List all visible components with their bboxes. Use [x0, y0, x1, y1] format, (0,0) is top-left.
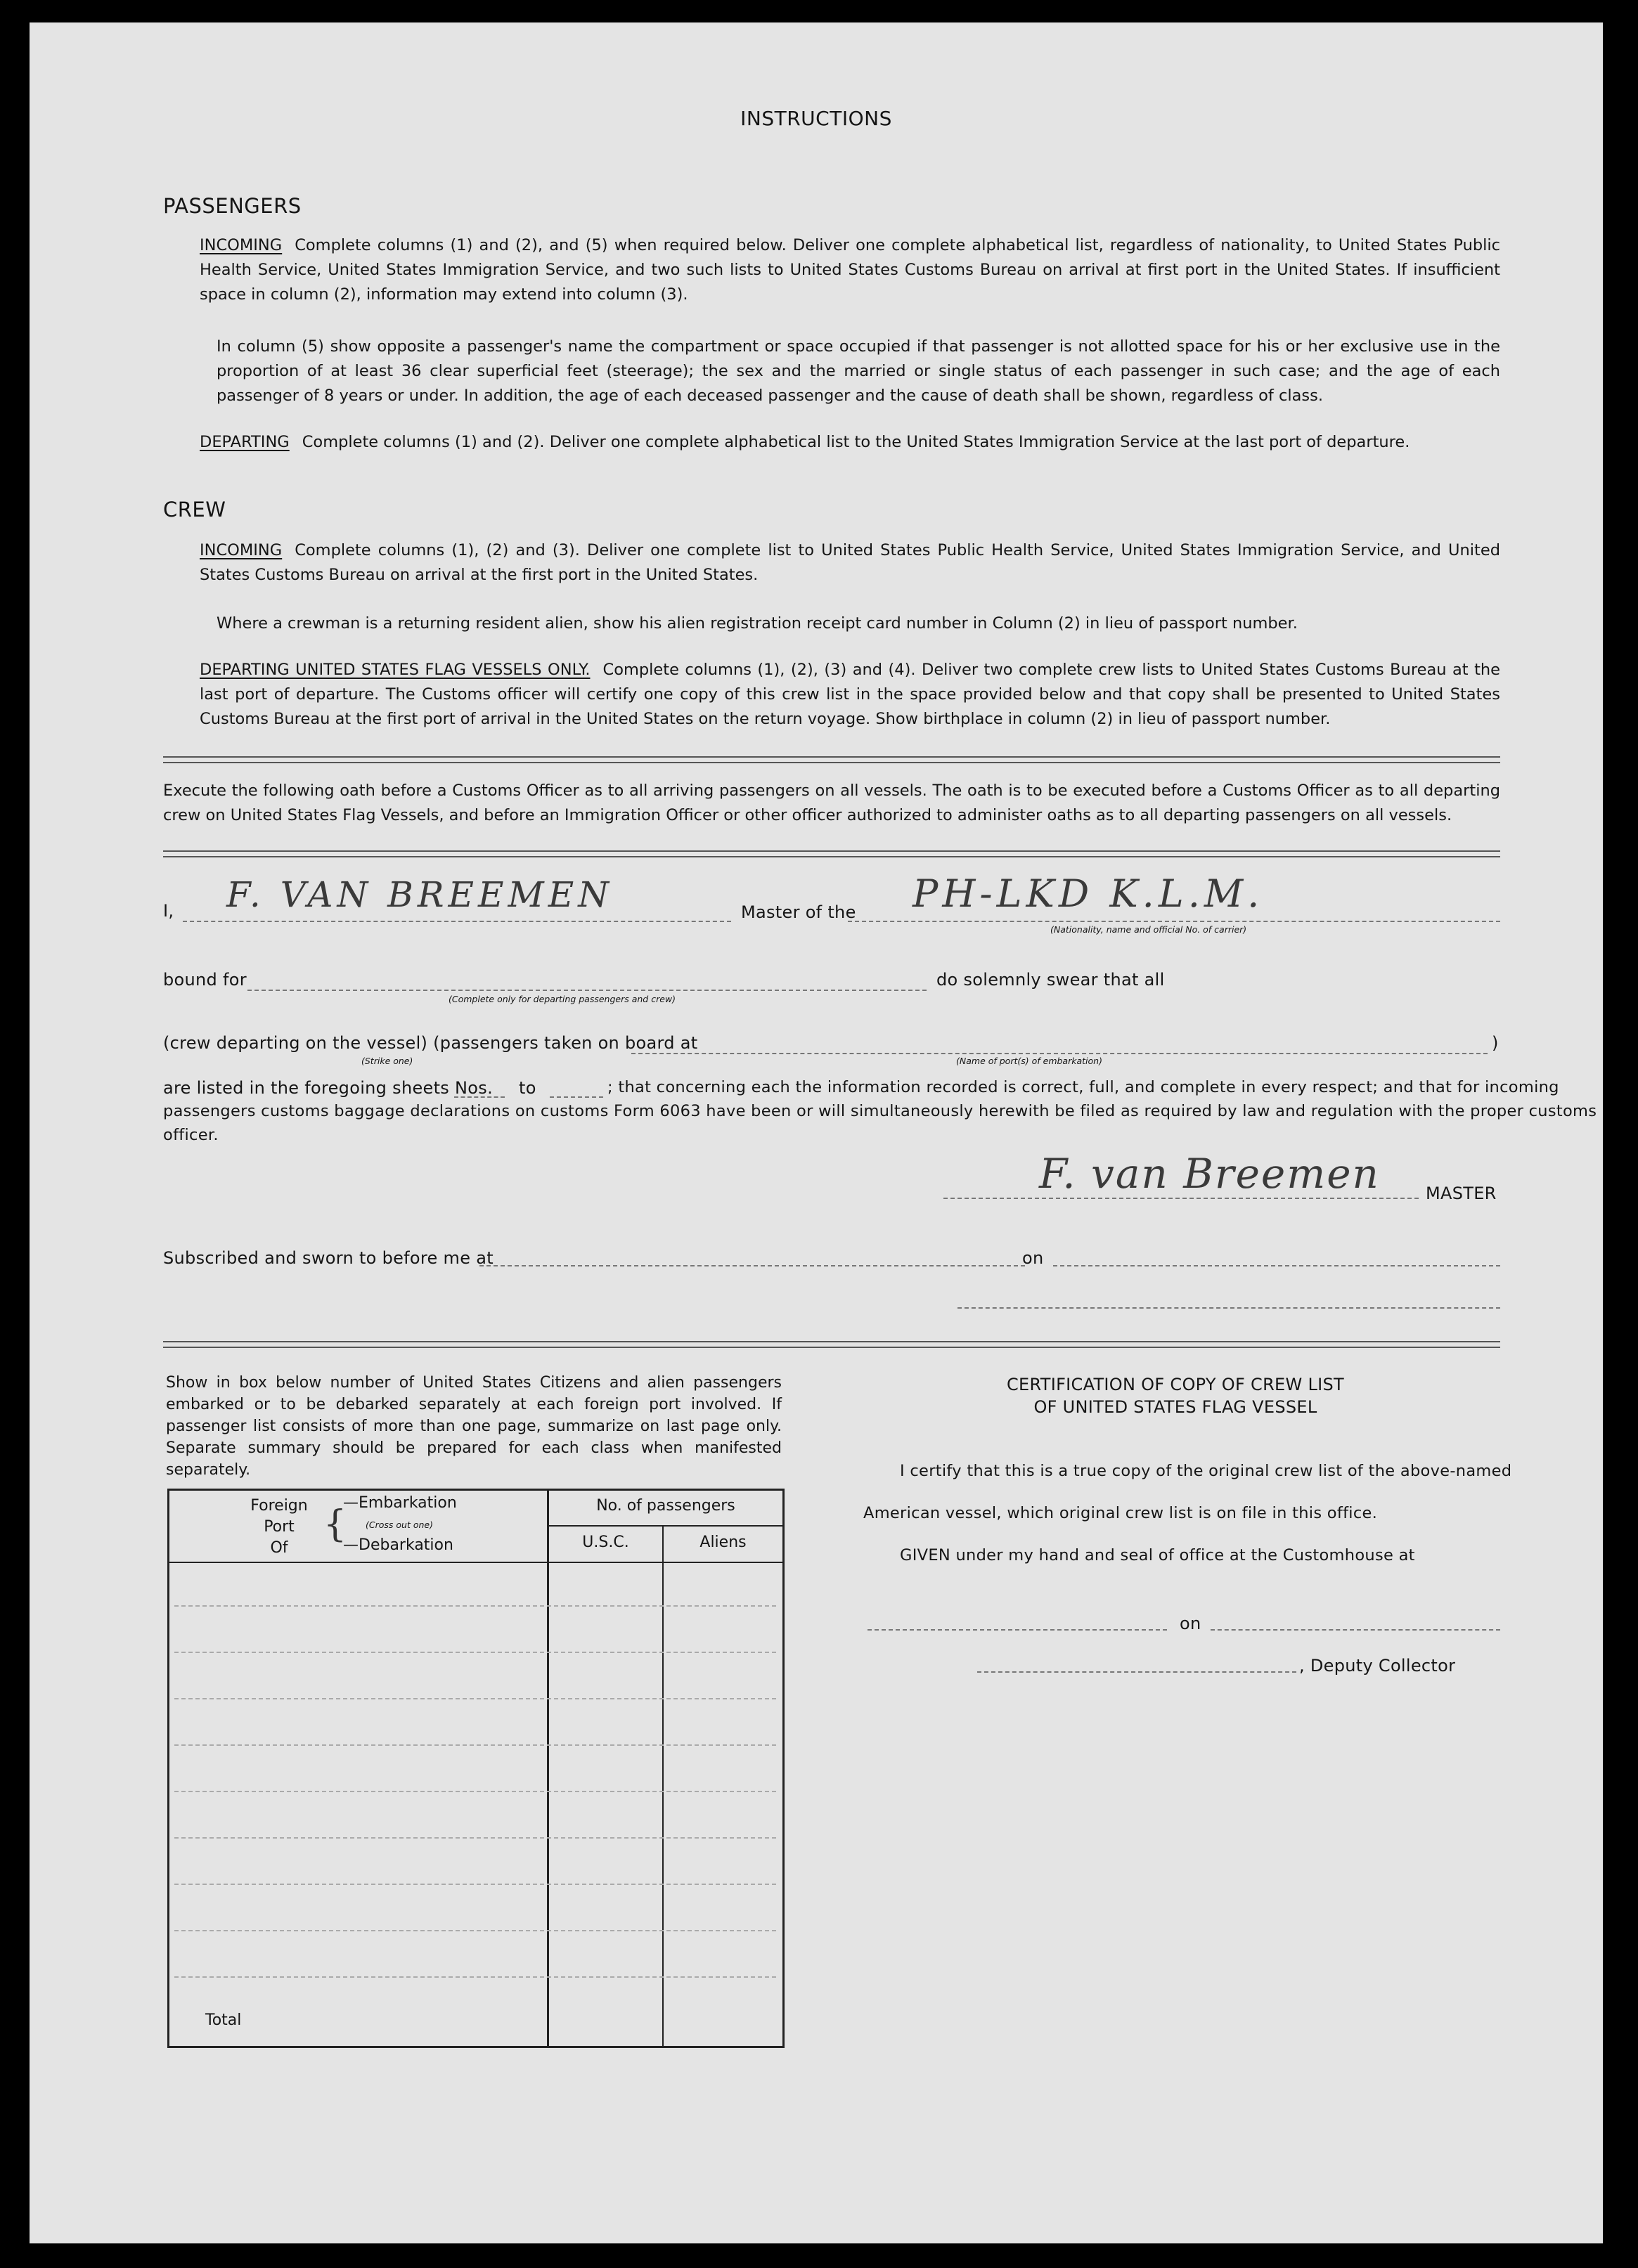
deputy-collector-field[interactable]	[977, 1671, 1296, 1673]
close-paren: )	[1492, 1033, 1499, 1053]
no-of-passengers-label: No. of passengers	[596, 1497, 735, 1515]
port-label: Port	[264, 1518, 295, 1536]
divider-rule	[163, 850, 1500, 852]
table-row[interactable]	[174, 1652, 776, 1653]
cross-out-note: (Cross out one)	[366, 1519, 433, 1530]
brace-glyph: {	[323, 1503, 347, 1546]
passengers-incoming-text: Complete columns (1) and (2), and (5) when required below. Deliver one complete alphabetical list, regardless of nationality, to United States Public Health Service, United States Immigration Service, and two such lists to United States Customs Bureau on arrival at first port in the United States. If insufficient space in column (2), information may extend into column (3).	[200, 236, 1500, 304]
column-divider	[547, 1489, 549, 2046]
certification-on-label: on	[1180, 1614, 1201, 1633]
divider-rule	[163, 756, 1500, 758]
carrier-note: (Nationality, name and official No. of carrier)	[1050, 924, 1247, 935]
table-row[interactable]	[174, 1698, 776, 1699]
certification-line1: I certify that this is a true copy of the original crew list of the above-named	[900, 1462, 1512, 1480]
embarkation-label: —Embarkation	[343, 1494, 457, 1512]
certification-line3: GIVEN under my hand and seal of office at the Customhouse at	[900, 1546, 1415, 1564]
table-row[interactable]	[174, 1930, 776, 1931]
passengers-incoming-paragraph	[200, 233, 1500, 307]
table-row[interactable]	[174, 1791, 776, 1792]
header-divider	[167, 1562, 782, 1563]
master-signature: F. van Breemen	[1039, 1150, 1380, 1198]
table-row[interactable]	[174, 1976, 776, 1978]
certification-heading-line2: OF UNITED STATES FLAG VESSEL	[1033, 1397, 1317, 1417]
debarkation-label: —Debarkation	[343, 1536, 453, 1554]
customhouse-field[interactable]	[868, 1629, 1167, 1631]
passenger-summary-box	[167, 1489, 785, 2048]
divider-rule	[163, 856, 1500, 857]
table-row[interactable]	[174, 1837, 776, 1839]
carrier-handwritten: PH-LKD K.L.M.	[912, 871, 1264, 916]
foreign-port-of-label	[233, 1496, 325, 1559]
crew-departing-label: DEPARTING UNITED STATES FLAG VESSELS ONLY.	[200, 661, 591, 679]
bound-for-field[interactable]	[247, 990, 927, 991]
aliens-label: Aliens	[699, 1534, 747, 1551]
crew-incoming-paragraph	[200, 538, 1500, 588]
bound-for-label: bound for	[163, 970, 247, 990]
deputy-collector-label: , Deputy Collector	[1299, 1656, 1456, 1676]
certification-heading-line1: CERTIFICATION OF COPY OF CREW LIST	[1006, 1375, 1345, 1394]
of-label: Of	[270, 1539, 288, 1557]
form-sheet	[30, 22, 1603, 2243]
passengers-incoming-label: INCOMING	[200, 236, 283, 254]
crew-departing-text: Complete columns (1), (2), (3) and (4). Deliver two complete crew lists to United States Customs Bureau at the last port of departure. The Customs officer will certify one copy of this crew list in the space provided below and that copy shall be presented to United States Customs Bureau at the first port of arrival in the United States on the return voyage. Show birthplace in column (2) in lieu of passport number.	[200, 661, 1500, 728]
officer-signature-field[interactable]	[957, 1307, 1500, 1309]
divider-rule	[163, 762, 1500, 763]
subscribed-date-field[interactable]	[1053, 1265, 1500, 1266]
summary-instruction: Show in box below number of United States Citizens and alien passengers embarked or to be debarked separately at each foreign port involved. If passenger list consists of more than one page, summarize on last page only. Separate summary should be prepared for each class when manifested separately.	[166, 1374, 782, 1479]
crew-heading: CREW	[163, 498, 226, 521]
master-of-label: Master of the	[741, 902, 856, 922]
master-label: MASTER	[1426, 1184, 1497, 1203]
subscribed-on-label: on	[1022, 1248, 1044, 1268]
bound-for-note: (Complete only for departing passengers and crew)	[449, 994, 676, 1004]
table-row[interactable]	[174, 1605, 776, 1607]
passengers-column5-paragraph: In column (5) show opposite a passenger's name the compartment or space occupied if that passenger is not allotted space for his or her exclusive use in the proportion of at least 36 clear superficial feet (steerage); the sex and the married or single status of each passenger in such case; and the age of each passenger of 8 years or under. In addition, the age of each deceased passenger and the cause of death shall be shown, regardless of class.	[217, 337, 1500, 405]
certification-line2: American vessel, which original crew list is on file in this office.	[863, 1504, 1378, 1522]
sheets-to-field[interactable]	[550, 1096, 603, 1098]
crew-incoming-label: INCOMING	[200, 541, 283, 559]
crew-departing-paragraph	[200, 658, 1500, 732]
crew-returning-paragraph: Where a crewman is a returning resident alien, show his alien registration receipt card number in Column (2) in lieu of passport number.	[217, 614, 1298, 633]
passengers-departing-label: DEPARTING	[200, 433, 290, 451]
master-name-handwritten: F. VAN BREEMEN	[226, 874, 613, 915]
oath-i-label: I,	[163, 901, 174, 921]
passengers-heading: PASSENGERS	[163, 194, 302, 218]
oath-instruction: Execute the following oath before a Customs Officer as to all arriving passengers on all vessels. The oath is to be executed before a Customs Officer as to all departing crew on United States Flag Vessels, and before an Immigration Officer or other officer authorized to administer oaths as to all departing passengers on all vessels.	[163, 782, 1500, 824]
subscribed-label: Subscribed and sworn to before me at	[163, 1248, 494, 1268]
usc-label: U.S.C.	[582, 1534, 629, 1551]
table-row[interactable]	[174, 1744, 776, 1746]
statement-rest: ; that concerning each the information recorded is correct, full, and complete in every respect; and that for incoming	[607, 1078, 1559, 1096]
total-label: Total	[205, 2011, 242, 2029]
passengers-departing-paragraph	[200, 430, 1500, 455]
statement-line3: officer.	[163, 1126, 219, 1144]
statement-line2: passengers customs baggage declarations on customs Form 6063 have been or will simultaneously herewith be filed as required by law and regulation with the proper customs	[163, 1102, 1597, 1120]
swear-label: do solemnly swear that all	[936, 970, 1165, 990]
carrier-field[interactable]	[848, 921, 1500, 922]
header-divider	[547, 1525, 782, 1527]
signature-field[interactable]	[943, 1198, 1419, 1199]
divider-rule	[163, 1341, 1500, 1342]
subscribed-place-field[interactable]	[479, 1265, 1025, 1266]
master-name-field[interactable]	[183, 921, 731, 922]
column-divider	[662, 1527, 664, 2046]
to-label: to	[519, 1078, 536, 1098]
page-title: INSTRUCTIONS	[740, 107, 892, 130]
table-row[interactable]	[174, 1884, 776, 1885]
foreign-label: Foreign	[250, 1497, 308, 1515]
certification-date-field[interactable]	[1211, 1629, 1500, 1631]
passengers-departing-text: Complete columns (1) and (2). Deliver one complete alphabetical list to the United States Immigration Service at the last port of departure.	[302, 433, 1410, 451]
ports-note: (Name of port(s) of embarkation)	[956, 1056, 1102, 1066]
divider-rule	[163, 1347, 1500, 1348]
crew-incoming-text: Complete columns (1), (2) and (3). Deliver one complete list to United States Public Health Service, United States Immigration Service, and United States Customs Bureau on arrival at the first port in the United States.	[200, 541, 1500, 584]
embarkation-ports-field[interactable]	[631, 1053, 1488, 1054]
sheets-from-field[interactable]	[454, 1096, 505, 1098]
sheets-label: are listed in the foregoing sheets Nos.	[163, 1078, 494, 1098]
crew-passengers-label: (crew departing on the vessel) (passengers taken on board at	[163, 1033, 698, 1053]
strike-note: (Strike one)	[361, 1056, 413, 1066]
